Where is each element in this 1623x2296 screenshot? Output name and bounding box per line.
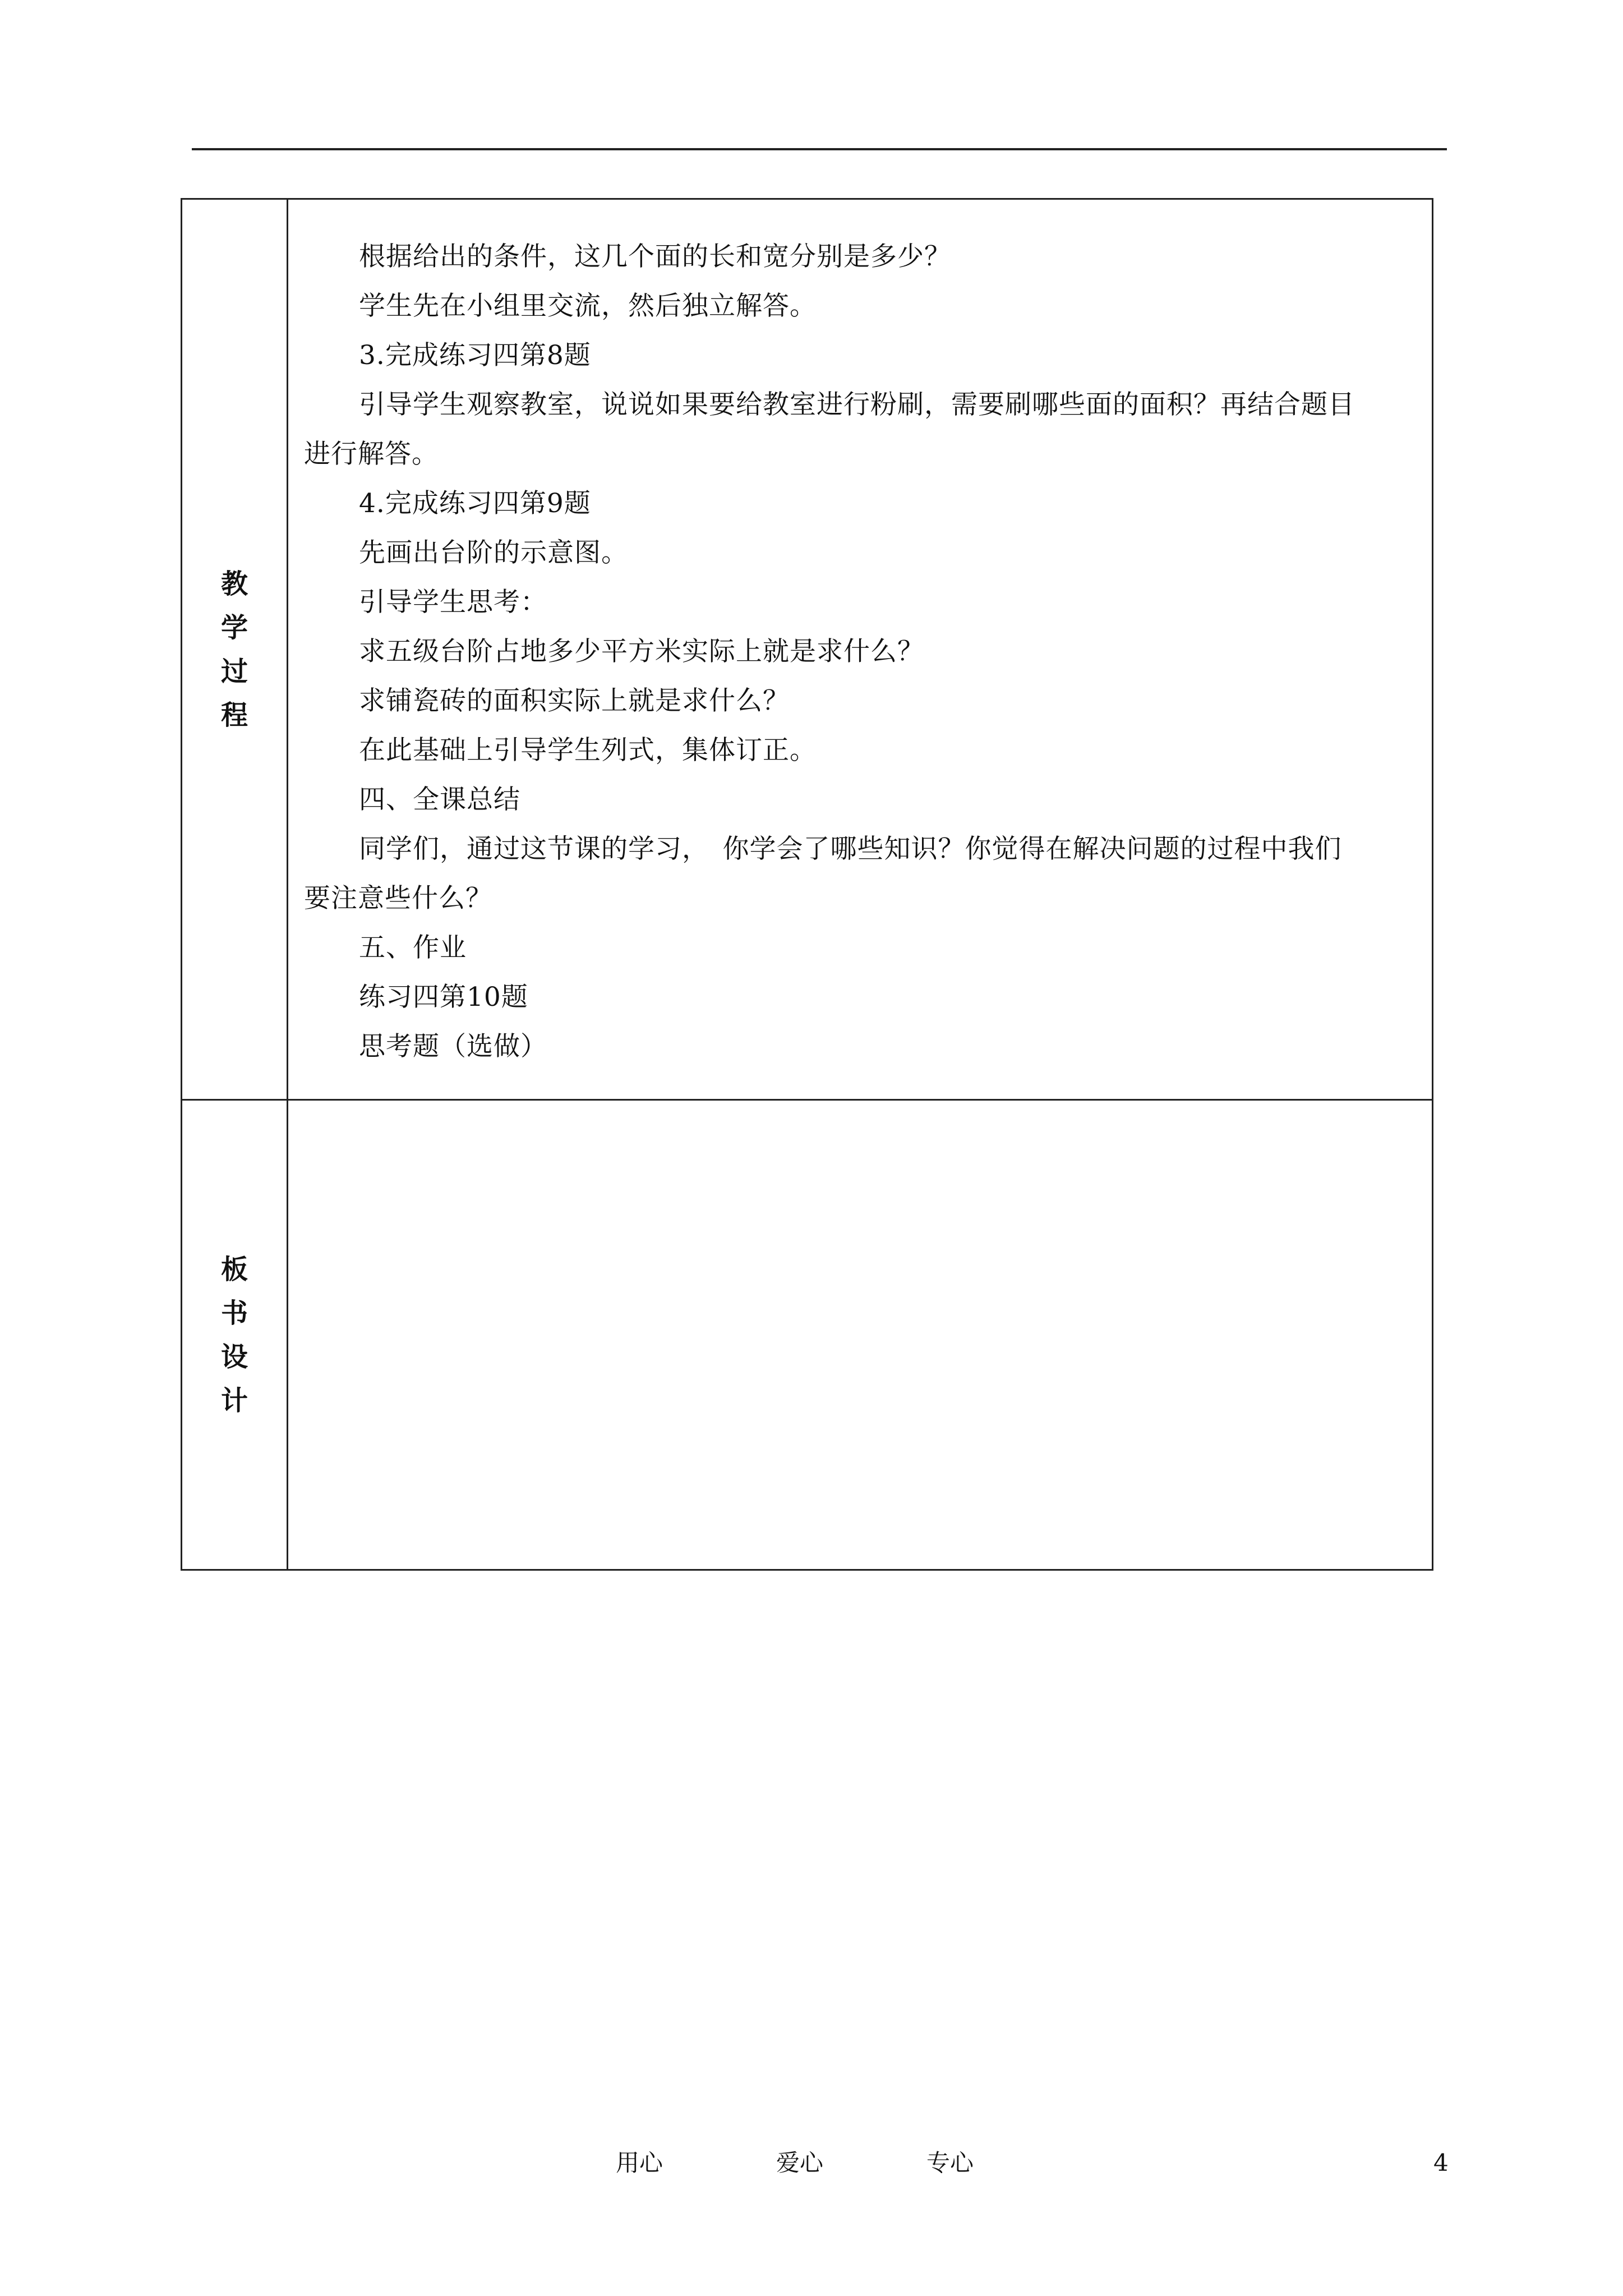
process-line: 学生先在小组里交流，然后独立解答。 <box>359 291 817 321</box>
section-heading: 五、作业 <box>359 932 467 963</box>
board-design-row <box>182 1100 1433 1570</box>
board-design-label <box>182 1100 288 1570</box>
label-char: 学 <box>220 611 248 643</box>
process-line: 引导学生思考： <box>359 587 547 618</box>
board-design-content <box>288 1100 1433 1570</box>
footer-motto-middle: 爱心 <box>776 2149 824 2177</box>
process-line: 进行解答。 <box>304 439 439 470</box>
process-line: 求铺瓷砖的面积实际上就是求什么？ <box>359 685 790 716</box>
process-line: 根据给出的条件，这几个面的长和宽分别是多少？ <box>359 241 951 272</box>
footer-motto-left: 用心 <box>616 2149 663 2177</box>
teaching-process-content <box>288 199 1433 1100</box>
teaching-process-row <box>182 199 1433 1100</box>
lesson-plan-table <box>181 198 1433 1571</box>
teaching-process-label <box>182 199 288 1100</box>
process-line: 思考题（选做） <box>359 1031 547 1062</box>
footer-motto-right: 专心 <box>926 2149 974 2177</box>
label-char: 教 <box>220 568 248 600</box>
label-char: 计 <box>220 1384 248 1416</box>
process-line: 同学们，通过这节课的学习， 你学会了哪些知识？你觉得在解决问题的过程中我们 <box>359 834 1342 864</box>
process-line: 先画出台阶的示意图。 <box>359 537 628 568</box>
process-line: 引导学生观察教室，说说如果要给教室进行粉刷，需要刷哪些面的面积？再结合题目 <box>359 389 1355 420</box>
page-number: 4 <box>1433 2149 1449 2177</box>
process-line: 练习四第10题 <box>359 982 528 1013</box>
process-line: 3.完成练习四第8题 <box>359 340 591 371</box>
label-char: 设 <box>220 1341 248 1373</box>
process-line: 求五级台阶占地多少平方米实际上就是求什么？ <box>359 636 924 667</box>
label-char: 过 <box>220 655 248 687</box>
label-char: 程 <box>220 699 248 731</box>
process-line: 4.完成练习四第9题 <box>359 488 591 519</box>
label-char: 书 <box>220 1297 248 1329</box>
process-line: 在此基础上引导学生列式，集体订正。 <box>359 735 817 766</box>
section-heading: 四、全课总结 <box>359 784 520 815</box>
label-char: 板 <box>220 1253 248 1285</box>
header-rule <box>192 148 1447 150</box>
process-line: 要注意些什么？ <box>304 883 492 914</box>
